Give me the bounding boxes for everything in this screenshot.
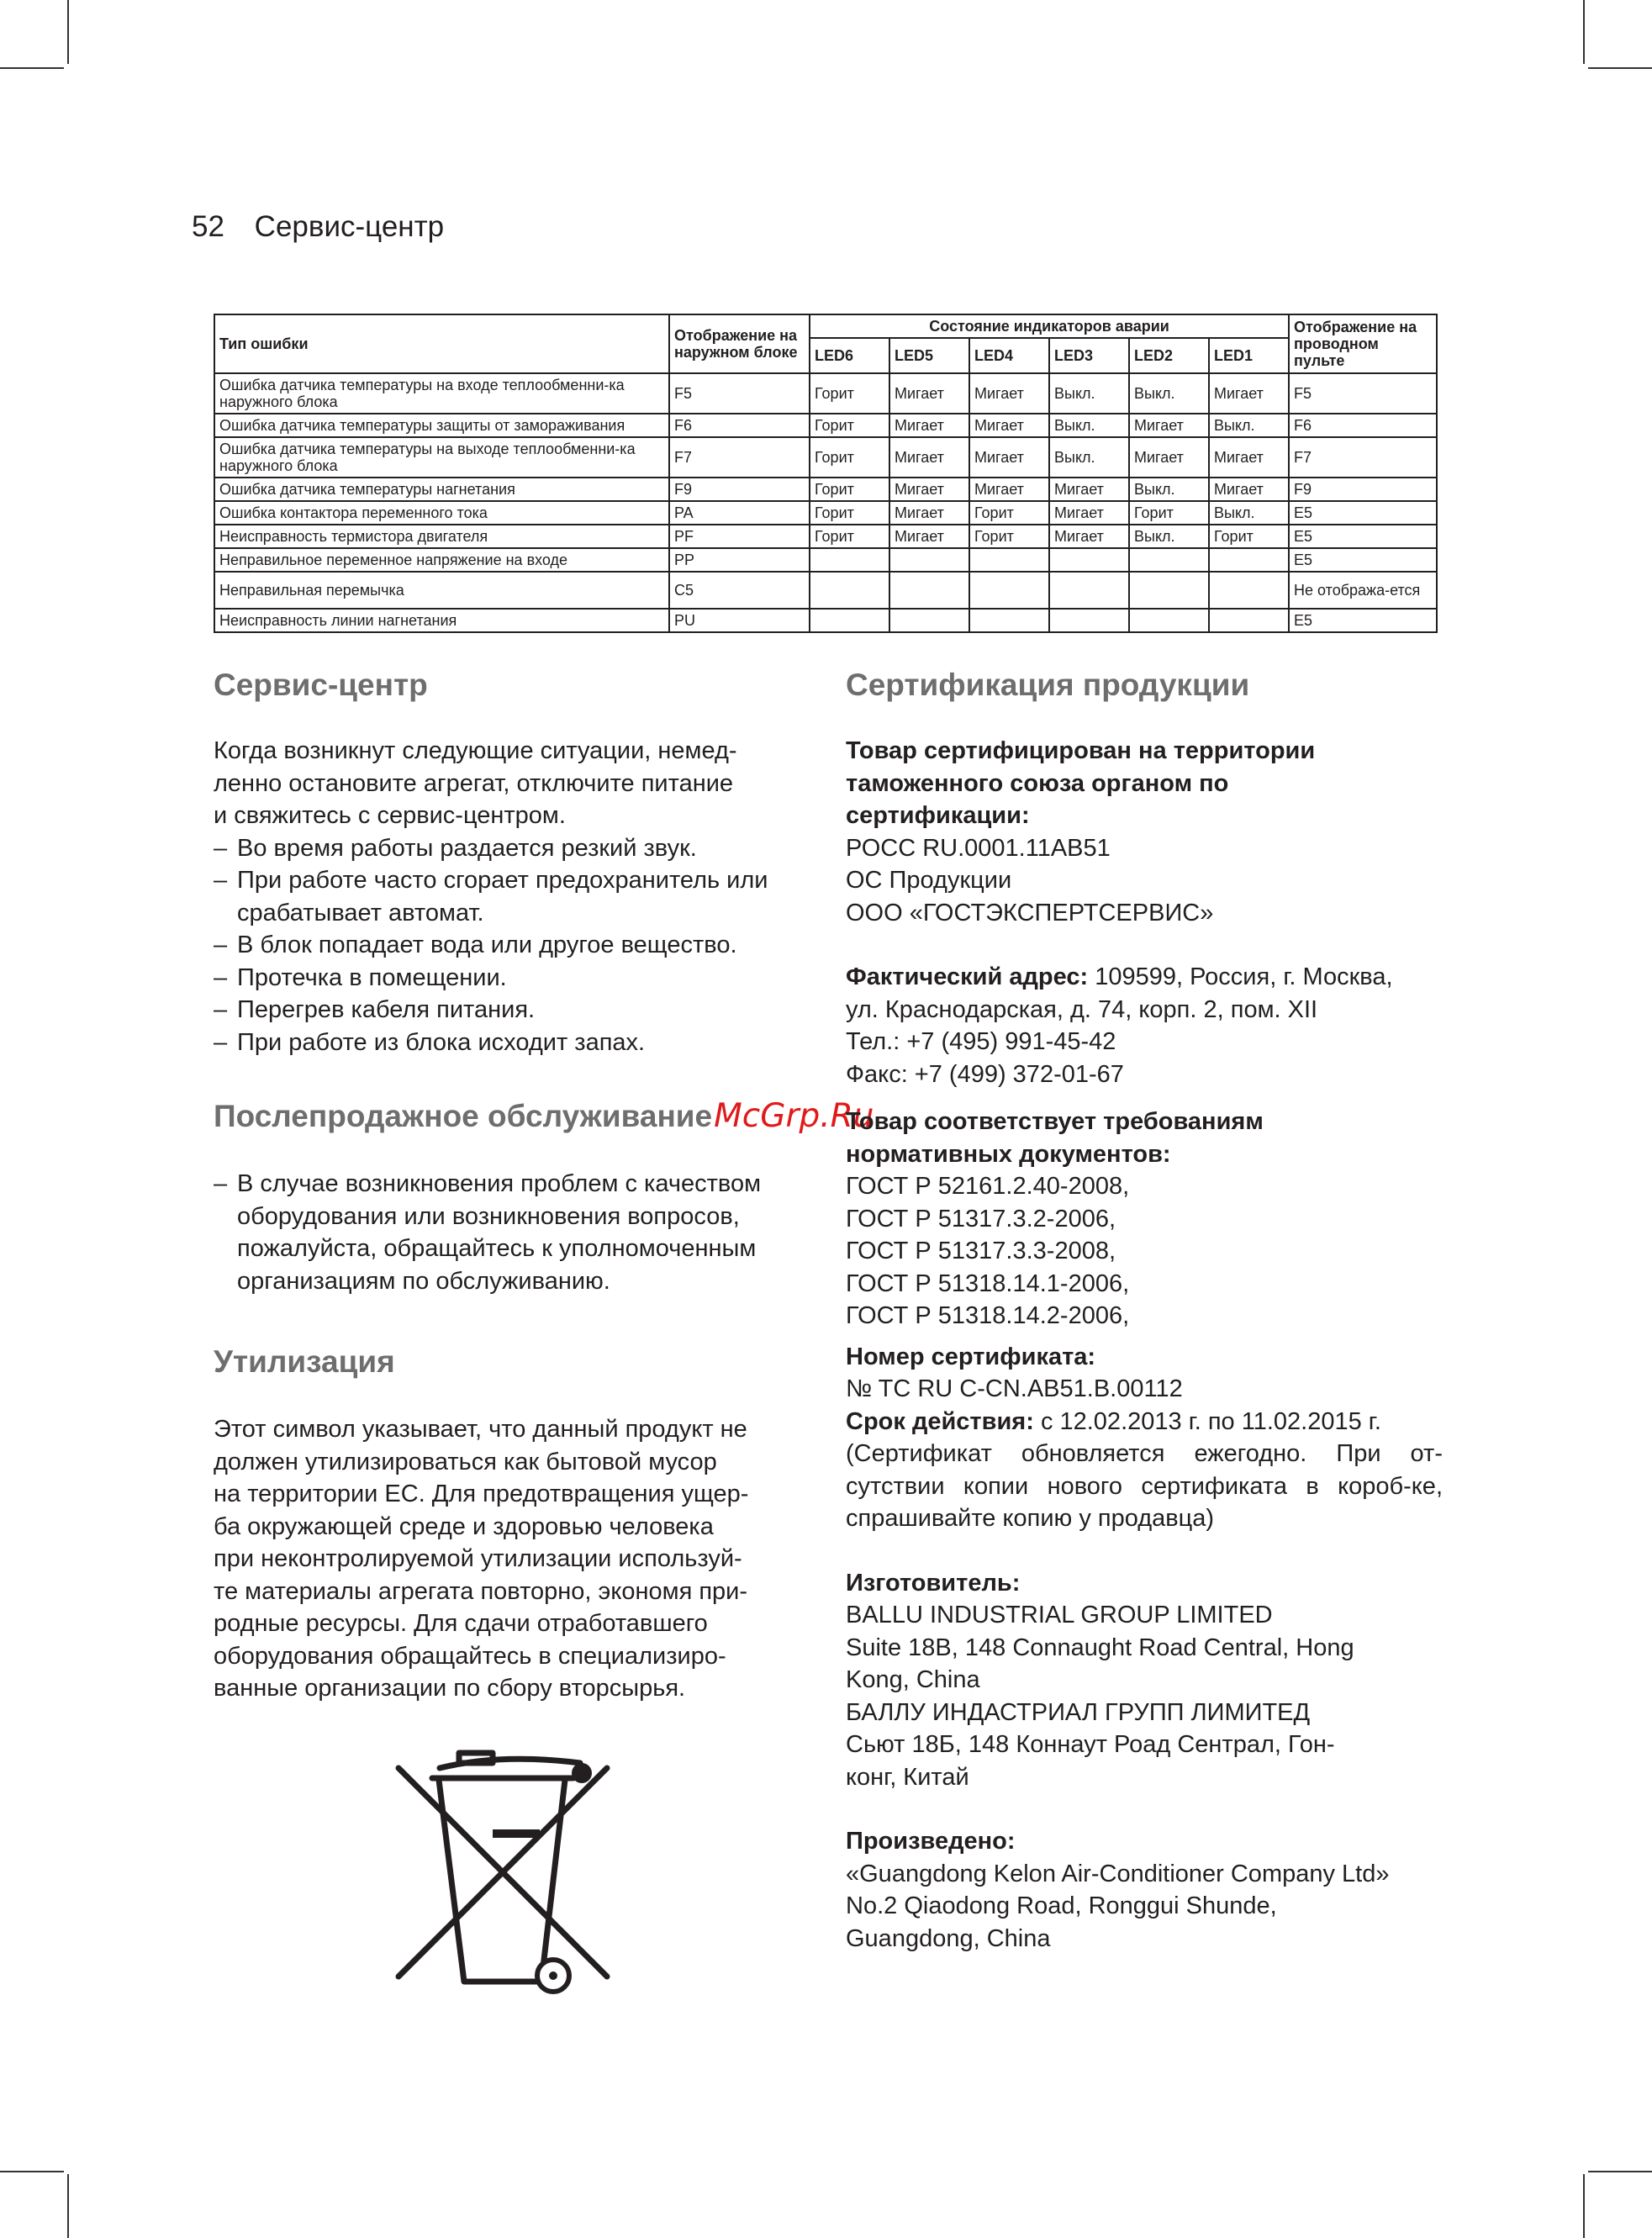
table-row	[214, 525, 1437, 548]
cell-led-state: Мигает	[889, 501, 969, 525]
cell-led-state: Мигает	[889, 373, 969, 414]
cell-wired-code: F6	[1289, 414, 1437, 437]
cell-led-state: Мигает	[969, 437, 1049, 478]
disposal-line: ба окружающей среде и здоровью человека	[214, 1512, 714, 1540]
produced-line: No.2 Qiaodong Road, Ronggui Shunde,	[846, 1892, 1277, 1919]
aftersales-title-text: Послепродажное обслуживание	[214, 1099, 713, 1133]
cell-led-state: Мигает	[1209, 437, 1289, 478]
error-code-table	[214, 314, 1438, 633]
disposal-line: родные ресурсы. Для сдачи отработавшего	[214, 1610, 708, 1637]
cell-error-type: Неправильная перемычка	[214, 572, 669, 609]
cell-error-type: Неправильное переменное напряжение на входе	[214, 548, 669, 572]
crop-mark	[1588, 2171, 1652, 2172]
cell-led-state: Выкл.	[1209, 501, 1289, 525]
cell-led-state	[889, 609, 969, 632]
validity-text: с 12.02.2013 г. по 11.02.2015 г.	[1040, 1407, 1381, 1435]
cell-led-state	[1049, 548, 1129, 572]
cell-wired-code: E5	[1289, 609, 1437, 632]
page-number: 52	[192, 210, 224, 243]
header-error-type: Тип ошибки	[214, 314, 669, 373]
page-header	[192, 207, 444, 247]
manufacturer-line: Suite 18B, 148 Connaught Road Central, Hong	[846, 1634, 1354, 1661]
certified-line: РОСС RU.0001.11АВ51	[846, 834, 1111, 862]
crop-mark	[1583, 2174, 1585, 2238]
list-item: – Протечка в помещении.	[214, 962, 802, 995]
table-row	[214, 437, 1437, 478]
cell-led-state: Горит	[969, 525, 1049, 548]
cell-led-state: Мигает	[1049, 525, 1129, 548]
produced-label: Произведено:	[846, 1828, 1016, 1855]
service-title: Сервис-центр	[214, 668, 428, 702]
table-row	[214, 548, 1437, 572]
list-item: – При работе часто сгорает предохранитель или срабатывает автомат.	[214, 864, 802, 929]
produced-line: «Guangdong Kelon Air-Conditioner Company Ltd»	[846, 1860, 1390, 1887]
header-outdoor-display: Отображение на наружном блоке	[669, 314, 810, 373]
crop-mark	[1588, 67, 1652, 69]
validity-note: (Сертификат обновляется ежегодно. При от-сутствии копии нового сертификата в короб-ке, спрашивайте копию у продавца)	[846, 1440, 1443, 1532]
cell-led-state	[1129, 548, 1209, 572]
cert-number: № TC RU C-CN.AB51.B.00112	[846, 1375, 1183, 1402]
cell-led-state: Горит	[969, 501, 1049, 525]
cell-led-state: Мигает	[969, 478, 1049, 501]
cell-led-state	[1129, 609, 1209, 632]
manufacturer-line: конг, Китай	[846, 1763, 969, 1791]
crop-mark	[1583, 0, 1585, 64]
cell-led-state	[1209, 609, 1289, 632]
cell-led-state	[1049, 609, 1129, 632]
cell-led-state: Мигает	[969, 373, 1049, 414]
certified-heading-line: сертификации:	[846, 802, 1030, 829]
section-title: Сервис-центр	[254, 210, 445, 243]
cell-led-state	[889, 548, 969, 572]
produced-line: Guangdong, China	[846, 1924, 1051, 1952]
cell-wired-code: E5	[1289, 525, 1437, 548]
phone: Тел.: +7 (495) 991-45-42	[846, 1028, 1116, 1055]
cell-outdoor-code: C5	[669, 572, 810, 609]
crop-mark	[67, 2174, 69, 2238]
cell-led-state: Горит	[810, 373, 889, 414]
cell-error-type: Неисправность термистора двигателя	[214, 525, 669, 548]
disposal-line: оборудования обращайтесь в специализиро-	[214, 1642, 726, 1670]
cell-wired-code: F9	[1289, 478, 1437, 501]
crossed-out-wheelie-bin-icon	[393, 1744, 612, 1997]
crop-mark	[0, 2171, 64, 2172]
table-row	[214, 478, 1437, 501]
cell-led-state: Выкл.	[1049, 414, 1129, 437]
table-row	[214, 609, 1437, 632]
header-led-group: Состояние индикаторов аварии	[810, 314, 1289, 338]
header-led: LED6	[810, 338, 889, 373]
disposal-line: те материалы агрегата повторно, экономя при-	[214, 1577, 748, 1605]
certified-line: ОС Продукции	[846, 867, 1012, 894]
cell-error-type: Ошибка контактора переменного тока	[214, 501, 669, 525]
validity-label: Срок действия:	[846, 1407, 1034, 1435]
list-item: – Перегрев кабеля питания.	[214, 994, 802, 1027]
certified-heading-line: таможенного союза органом по	[846, 769, 1229, 797]
table-row	[214, 414, 1437, 437]
conforms-heading-line: Товар соответствует требованиям	[846, 1108, 1264, 1135]
standard-item: ГОСТ Р 51318.14.1-2006,	[846, 1269, 1130, 1297]
manufacturer-line: Kong, China	[846, 1666, 980, 1693]
header-led: LED5	[889, 338, 969, 373]
cell-outdoor-code: F9	[669, 478, 810, 501]
manufacturer-label: Изготовитель:	[846, 1569, 1021, 1597]
cell-outdoor-code: PU	[669, 609, 810, 632]
certified-line: ООО «ГОСТЭКСПЕРТСЕРВИС»	[846, 899, 1214, 926]
table-row	[214, 373, 1437, 414]
cert-number-label: Номер сертификата:	[846, 1343, 1096, 1370]
header-led: LED4	[969, 338, 1049, 373]
list-item: – Во время работы раздается резкий звук.	[214, 832, 802, 865]
aftersales-list	[214, 1168, 802, 1297]
disposal-text	[214, 1413, 802, 1705]
cell-error-type: Ошибка датчика температуры защиты от замораживания	[214, 414, 669, 437]
disposal-line: Этот символ указывает, что данный продукт не	[214, 1416, 747, 1443]
fax: Факс: +7 (499) 372-01-67	[846, 1060, 1124, 1088]
cell-wired-code: F5	[1289, 373, 1437, 414]
cell-led-state	[810, 572, 889, 609]
table-row	[214, 572, 1437, 609]
cell-wired-code: E5	[1289, 501, 1437, 525]
cell-led-state: Горит	[810, 414, 889, 437]
service-intro-line: ленно остановите агрегат, отключите питание	[214, 769, 734, 797]
cell-led-state: Мигает	[1209, 478, 1289, 501]
service-intro-line: и свяжитесь с сервис-центром.	[214, 802, 566, 829]
watermark-text: McGrp.Ru	[714, 1097, 874, 1135]
cell-led-state: Горит	[1129, 501, 1209, 525]
cell-error-type: Ошибка датчика температуры на выходе теплообменни-ка наружного блока	[214, 437, 669, 478]
address-label: Фактический адрес:	[846, 963, 1089, 990]
header-led: LED2	[1129, 338, 1209, 373]
left-column	[214, 664, 874, 1705]
address-line	[846, 961, 1443, 994]
cell-outdoor-code: F5	[669, 373, 810, 414]
disposal-line: при неконтролируемой утилизации используй-	[214, 1545, 742, 1572]
cell-led-state: Мигает	[1049, 501, 1129, 525]
header-led: LED1	[1209, 338, 1289, 373]
cell-wired-code: F7	[1289, 437, 1437, 478]
cell-led-state: Выкл.	[1049, 437, 1129, 478]
certification-title: Сертификация продукции	[846, 668, 1250, 702]
cell-led-state: Выкл.	[1129, 373, 1209, 414]
standard-item: ГОСТ Р 51318.14.2-2006,	[846, 1302, 1130, 1329]
disposal-line: должен утилизироваться как бытовой мусор	[214, 1448, 717, 1475]
cell-led-state: Мигает	[1129, 414, 1209, 437]
table-body	[214, 373, 1437, 632]
cell-led-state	[1129, 572, 1209, 609]
crop-mark	[0, 67, 64, 69]
cell-outdoor-code: PP	[669, 548, 810, 572]
manufacturer-line: БАЛЛУ ИНДАСТРИАЛ ГРУПП ЛИМИТЕД	[846, 1698, 1311, 1726]
cell-led-state	[810, 609, 889, 632]
cell-error-type: Ошибка датчика температуры нагнетания	[214, 478, 669, 501]
cell-wired-code: Не отобража-ется	[1289, 572, 1437, 609]
cell-outdoor-code: PF	[669, 525, 810, 548]
cell-outdoor-code: F6	[669, 414, 810, 437]
cell-led-state: Горит	[1209, 525, 1289, 548]
cell-led-state: Мигает	[1129, 437, 1209, 478]
address-text: 109599, Россия, г. Москва,	[1095, 963, 1393, 990]
cell-led-state	[810, 548, 889, 572]
table-row	[214, 501, 1437, 525]
cell-led-state: Мигает	[889, 478, 969, 501]
disposal-line: на территории ЕС. Для предотвращения ущер-	[214, 1481, 749, 1507]
cell-led-state: Выкл.	[1049, 373, 1129, 414]
cell-led-state	[889, 572, 969, 609]
crop-mark	[67, 0, 69, 64]
cell-led-state: Мигает	[1049, 478, 1129, 501]
cell-led-state: Горит	[810, 437, 889, 478]
cell-led-state	[1209, 548, 1289, 572]
cell-led-state	[969, 548, 1049, 572]
service-list	[214, 832, 802, 1059]
cell-led-state: Выкл.	[1129, 478, 1209, 501]
list-item: – В случае возникновения проблем с качеством оборудования или возникновения вопросов, пожалуйста, обращайтесь к уполномоченным организациям по обслуживанию.	[214, 1168, 802, 1297]
conforms-heading-line: нормативных документов:	[846, 1140, 1171, 1168]
cell-led-state: Горит	[810, 478, 889, 501]
standard-item: ГОСТ Р 52161.2.40-2008,	[846, 1173, 1130, 1200]
disposal-line: ванные организации по сбору вторсырья.	[214, 1675, 686, 1702]
cell-led-state: Мигает	[1209, 373, 1289, 414]
service-intro-line: Когда возникнут следующие ситуации, немед-	[214, 737, 737, 764]
cell-led-state	[1209, 572, 1289, 609]
cell-error-type: Ошибка датчика температуры на входе теплообменни-ка наружного блока	[214, 373, 669, 414]
cell-led-state: Мигает	[889, 525, 969, 548]
validity-line	[846, 1406, 1443, 1438]
cell-led-state	[969, 572, 1049, 609]
cell-outdoor-code: F7	[669, 437, 810, 478]
standard-item: ГОСТ Р 51317.3.2-2006,	[846, 1205, 1116, 1232]
cell-led-state: Горит	[810, 525, 889, 548]
cell-led-state	[1049, 572, 1129, 609]
disposal-title: Утилизация	[214, 1344, 395, 1379]
list-item: – При работе из блока исходит запах.	[214, 1027, 802, 1059]
header-wired-display: Отображение на проводном пульте	[1289, 314, 1437, 373]
cell-wired-code: E5	[1289, 548, 1437, 572]
right-column	[846, 664, 1443, 1955]
manufacturer-line: BALLU INDUSTRIAL GROUP LIMITED	[846, 1602, 1273, 1628]
cell-led-state: Выкл.	[1129, 525, 1209, 548]
standard-item: ГОСТ Р 51317.3.3-2008,	[846, 1238, 1116, 1264]
cell-led-state: Мигает	[969, 414, 1049, 437]
cell-error-type: Неисправность линии нагнетания	[214, 609, 669, 632]
aftersales-title	[214, 1095, 874, 1137]
manufacturer-line: Сьют 18Б, 148 Коннаут Роад Сентрал, Гон-	[846, 1731, 1335, 1758]
cell-led-state: Горит	[810, 501, 889, 525]
cell-led-state: Мигает	[889, 414, 969, 437]
cell-led-state	[969, 609, 1049, 632]
cell-outdoor-code: PA	[669, 501, 810, 525]
cell-led-state: Мигает	[889, 437, 969, 478]
header-led: LED3	[1049, 338, 1129, 373]
cell-led-state: Выкл.	[1209, 414, 1289, 437]
certified-heading-line: Товар сертифицирован на территории	[846, 737, 1316, 764]
list-item: – В блок попадает вода или другое вещество.	[214, 929, 802, 962]
address-line: ул. Краснодарская, д. 74, корп. 2, пом. XII	[846, 995, 1318, 1023]
